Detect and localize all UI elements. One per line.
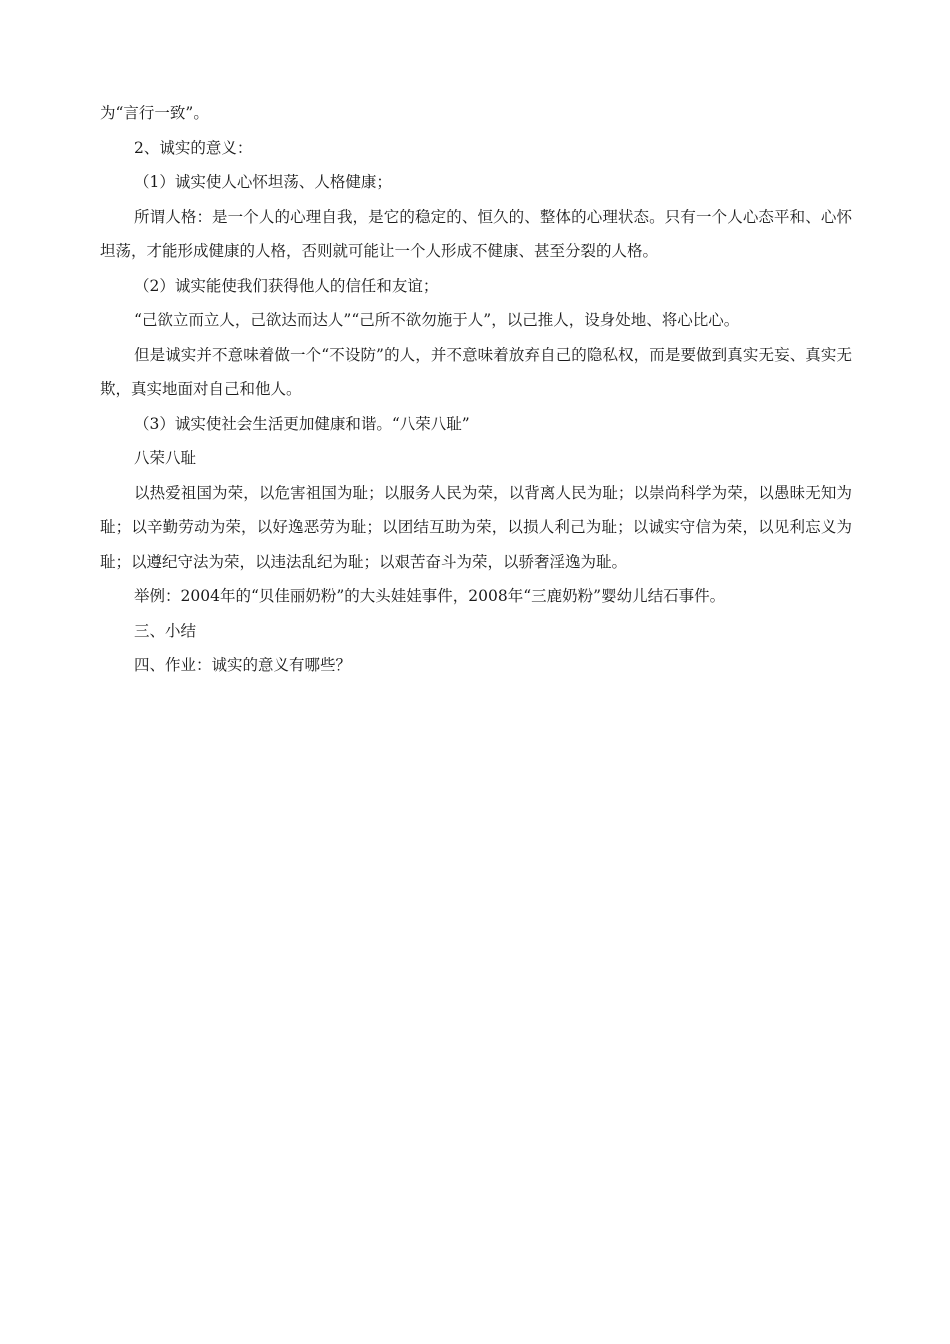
paragraph-7: 但是诚实并不意味着做一个“不设防”的人，并不意味着放弃自己的隐私权，而是要做到真实无妄、真实无欺，真实地面对自己和他人。 (100, 345, 852, 398)
paragraph-2: 2、诚实的意义： (134, 138, 253, 157)
paragraph-11: 举例：2004年的“贝佳丽奶粉”的大头娃娃事件，2008年“三鹿奶粉”婴幼儿结石事件。 (134, 587, 726, 605)
paragraph-12: 三、小结 (134, 621, 197, 640)
paragraph-8: （3）诚实使社会生活更加健康和谐。“八荣八耻” (134, 414, 470, 433)
paragraph-10: 以热爱祖国为荣，以危害祖国为耻；以服务人民为荣，以背离人民为耻；以崇尚科学为荣，以愚昧无知为耻；以辛勤劳动为荣，以好逸恶劳为耻；以团结互助为荣，以损人利己为耻；以诚实守信为荣，以见利忘义为耻；以遵纪守法为荣，以违法乱纪为耻；以艰苦奋斗为荣，以骄奢淫逸为耻。 (100, 483, 852, 571)
paragraph-13: 四、作业：诚实的意义有哪些？ (134, 656, 352, 674)
paragraph-1: 为“言行一致”。 (100, 104, 209, 122)
paragraph-9: 八荣八耻 (134, 449, 197, 467)
paragraph-3: （1）诚实使人心怀坦荡、人格健康； (134, 173, 392, 191)
paragraph-5: （2）诚实能使我们获得他人的信任和友谊； (134, 276, 439, 295)
paragraph-4: 所谓人格：是一个人的心理自我，是它的稳定的、恒久的、整体的心理状态。只有一个人心态平和、心怀坦荡，才能形成健康的人格，否则就可能让一个人形成不健康、甚至分裂的人格。 (100, 207, 852, 260)
document-body (100, 96, 852, 683)
paragraph-6: “己欲立而立人，己欲达而达人”“己所不欲勿施于人”，以己推人，设身处地、将心比心。 (134, 311, 740, 329)
